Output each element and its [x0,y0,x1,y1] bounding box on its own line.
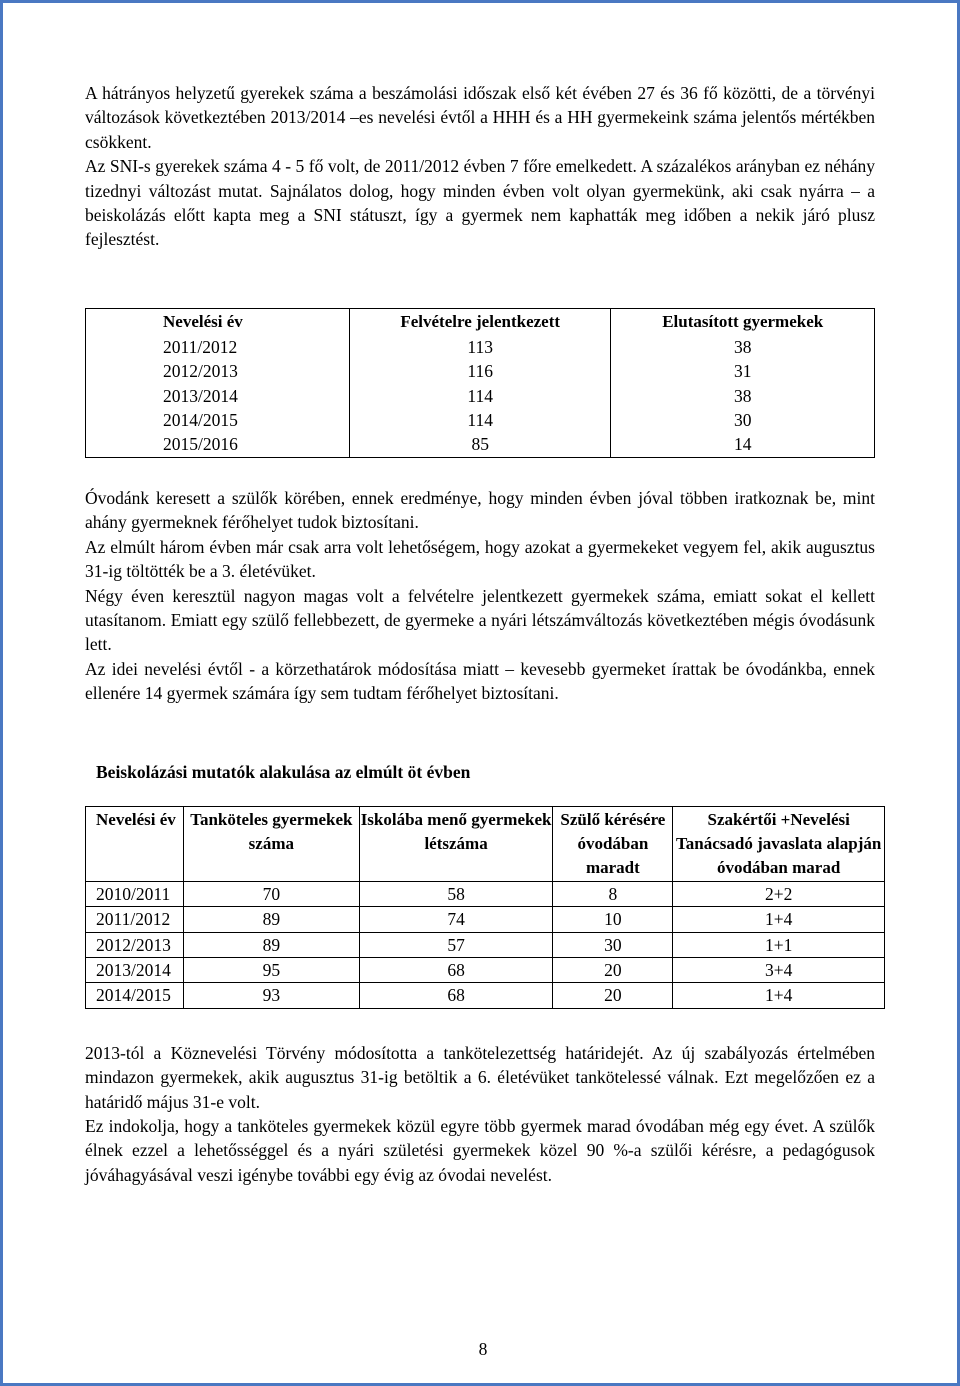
section-title: Beiskolázási mutatók alakulása az elmúlt öt évben [96,761,471,782]
table-cell: 68 [359,957,553,982]
table-header-cell: Nevelési év [86,308,350,335]
table-header-cell: Szülő kérésére óvodában maradt [553,806,673,881]
closing-paragraph-2: Ez indokolja, hogy a tanköteles gyermekek közül egyre több gyermek marad óvodában még egy évet. A szülők élnek ezzel a lehetősséggel és a nyári születési gyermekek közel 90 %-a szülői kérésre, a pedagógusok jóváhagyásával veszi igénybe további egy évig az óvodai nevelést. [85,1116,875,1185]
table-cell: 85 [350,432,611,457]
table-header-row [86,308,875,335]
table-cell: 3+4 [673,957,885,982]
table-cell: 68 [359,983,553,1008]
table-cell: 30 [611,408,875,432]
table-cell: 31 [611,359,875,383]
table-header-cell: Nevelési év [86,806,184,881]
table-cell: 38 [611,335,875,359]
table-header-cell: Elutasított gyermekek [611,308,875,335]
table-cell: 20 [553,957,673,982]
table-header-cell: Iskolába menő gyermekek létszáma [359,806,553,881]
table-cell: 114 [350,384,611,408]
table-cell: 2014/2015 [86,983,184,1008]
middle-paragraph-4: Az idei nevelési évtől - a körzethatárok módosítása miatt – kevesebb gyermeket írattak be óvodánkba, ennek ellenére 14 gyermek számára így sem tudtam férőhelyet biztosítani. [85,658,875,704]
school-enrollment-table [85,806,885,1009]
table-cell: 57 [359,932,553,957]
table-cell: 89 [183,907,359,932]
table-row [86,932,885,957]
intro-paragraph-2: Az SNI-s gyerekek száma 4 - 5 fő volt, de 2011/2012 évben 7 főre emelkedett. A százalékos arányban ez néhány tizednyi változást mutat. Sajnálatos dolog, hogy minden évben volt olyan gyermekünk, aki csak nyárra – a beiskolázás előtt kapta meg a SNI státuszt, így a gyermek nem kaphatták meg időben a nekik járó plusz fejlesztést. [85,156,875,250]
table-cell: 113 [350,335,611,359]
table-cell: 74 [359,907,553,932]
table-header-row [86,806,885,881]
table-cell: 89 [183,932,359,957]
table-cell: 2011/2012 [86,907,184,932]
table-row [86,408,875,432]
table-cell: 30 [553,932,673,957]
table-header-cell: Felvételre jelentkezett [350,308,611,335]
page-number: 8 [478,1339,488,1359]
table-cell: 1+4 [673,907,885,932]
table-row [86,907,885,932]
admissions-table [85,308,875,458]
table-cell: 70 [183,881,359,906]
middle-paragraph-1: Óvodánk keresett a szülők körében, ennek eredménye, hogy minden évben jóval többen iratkoznak be, mint ahány gyermeknek férőhelyet tudok biztosítani. [85,487,875,533]
table-row [86,983,885,1008]
table-cell: 2012/2013 [86,359,350,383]
table-cell: 2014/2015 [86,408,350,432]
table-cell: 1+4 [673,983,885,1008]
table-row [86,335,875,359]
table-cell: 2012/2013 [86,932,184,957]
table-cell: 38 [611,384,875,408]
table-row [86,359,875,383]
table-row [86,384,875,408]
table-header-cell: Tanköteles gyermekek száma [183,806,359,881]
middle-paragraph-2: Az elmúlt három évben már csak arra volt lehetőségem, hogy azokat a gyermekeket vegyem fel, akik augusztus 31-ig töltötték be a 3. életévüket. [85,536,875,582]
table-cell: 14 [611,432,875,457]
table-cell: 2013/2014 [86,384,350,408]
closing-paragraph-1: 2013-tól a Köznevelési Törvény módosította a tankötelezettség határidejét. Az új szabályozás értelmében mindazon gyermekek, akik augusztus 31-ig betöltik a 6. életévüket tankötelessé válnak. Ezt megelőzően ez a határidő május 31-e volt. [85,1042,875,1112]
table-row [86,881,885,906]
table-row [86,957,885,982]
table-cell: 2010/2011 [86,881,184,906]
table-cell: 2015/2016 [86,432,350,457]
table-cell: 114 [350,408,611,432]
table-row [86,432,875,457]
table-cell: 2011/2012 [86,335,350,359]
table-cell: 58 [359,881,553,906]
table-cell: 8 [553,881,673,906]
table-cell: 95 [183,957,359,982]
table-cell: 20 [553,983,673,1008]
table-cell: 93 [183,983,359,1008]
page-content [85,81,882,1187]
table-cell: 10 [553,907,673,932]
middle-paragraph-3: Négy éven keresztül nagyon magas volt a felvételre jelentkezett gyermekek száma, emiatt sokat el kellett utasítanom. Emiatt egy szülő fellebbezett, de gyermeke a nyári létszámváltozás következtében mégis óvodásunk lett. [85,585,875,655]
table-cell: 116 [350,359,611,383]
table-header-cell: Szakértői +Nevelési Tanácsadó javaslata alapján óvodában marad [673,806,885,881]
table-cell: 2013/2014 [86,957,184,982]
intro-paragraph-1: A hátrányos helyzetű gyerekek száma a beszámolási időszak első két évében 27 és 36 fő közötti, de a törvényi változások következtében 2013/2014 –es nevelési évtől a HHH és a HH gyermekeink száma jelentős mértékben csökkent. [85,83,875,152]
table-cell: 2+2 [673,881,885,906]
table-cell: 1+1 [673,932,885,957]
